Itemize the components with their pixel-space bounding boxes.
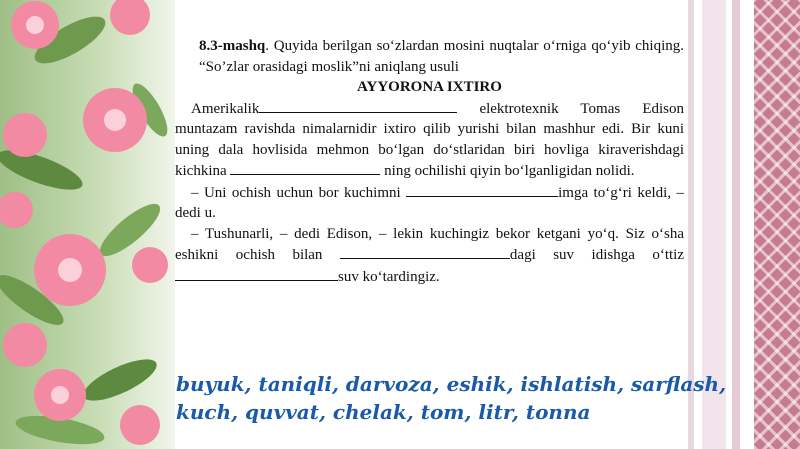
- exercise-number: 8.3-mashq: [199, 38, 266, 54]
- word-bank-line-2: kuch, quvvat, chelak, tom, litr, tonna: [176, 400, 591, 424]
- blank-4: [340, 244, 510, 259]
- exercise-text: [175, 36, 684, 287]
- instruction: [175, 36, 684, 77]
- paragraph-2: [175, 182, 684, 224]
- paragraph-3-part-2: dagi suv idishga o‘ttiz: [509, 247, 684, 263]
- blank-2: [230, 160, 380, 175]
- blank-3: [406, 182, 558, 197]
- instruction-text: . Quyida berilgan so‘zlardan mosini nuqtalar o‘rniga qo‘yib chiqing. “So’zlar orasidagi moslik”ni aniqlang usuli: [199, 38, 684, 75]
- paragraph-2-part-2: imga to‘g‘ri keldi, – dedi u.: [175, 184, 684, 221]
- ornament-pattern-icon: [754, 0, 800, 449]
- flower-decoration-icon: [0, 0, 175, 449]
- word-bank-line-1: buyuk, taniqli, darvoza, eshik, ishlatish, sarflash,: [176, 372, 727, 396]
- paragraph-1-part-3: ning ochilishi qiyin bo‘lganligidan nolidi.: [380, 163, 635, 179]
- blank-1: [259, 98, 457, 113]
- paragraph-3: [175, 224, 684, 288]
- paragraph-1-part-1: Amerikalik: [191, 100, 260, 117]
- paragraph-3-part-3: suv ko‘tardingiz.: [338, 268, 440, 285]
- paragraph-1-part-2: elektrotexnik Tomas Edison muntazam ravishda nimalarnidir ixtiro qilib yurishi bilan mashhur edi. Bir kuni uning dala hovlisida mehmon bo‘lgan do‘stlaridan biri hovliga kiraverishdagi kichkina: [175, 100, 684, 179]
- word-bank: [176, 370, 736, 426]
- blank-5: [175, 266, 338, 281]
- paragraph-3-part-1: – Tushunarli, – dedi Edison, – lekin kuchingiz bekor ketgani yo‘q. Siz o‘sha eshikni ochish bilan: [175, 225, 684, 263]
- story-title: AYYORONA IXTIRO: [357, 79, 502, 95]
- floral-border: [0, 0, 175, 449]
- paragraph-1: [175, 98, 684, 182]
- paragraph-2-part-1: – Uni ochish uchun bor kuchimni: [191, 184, 407, 201]
